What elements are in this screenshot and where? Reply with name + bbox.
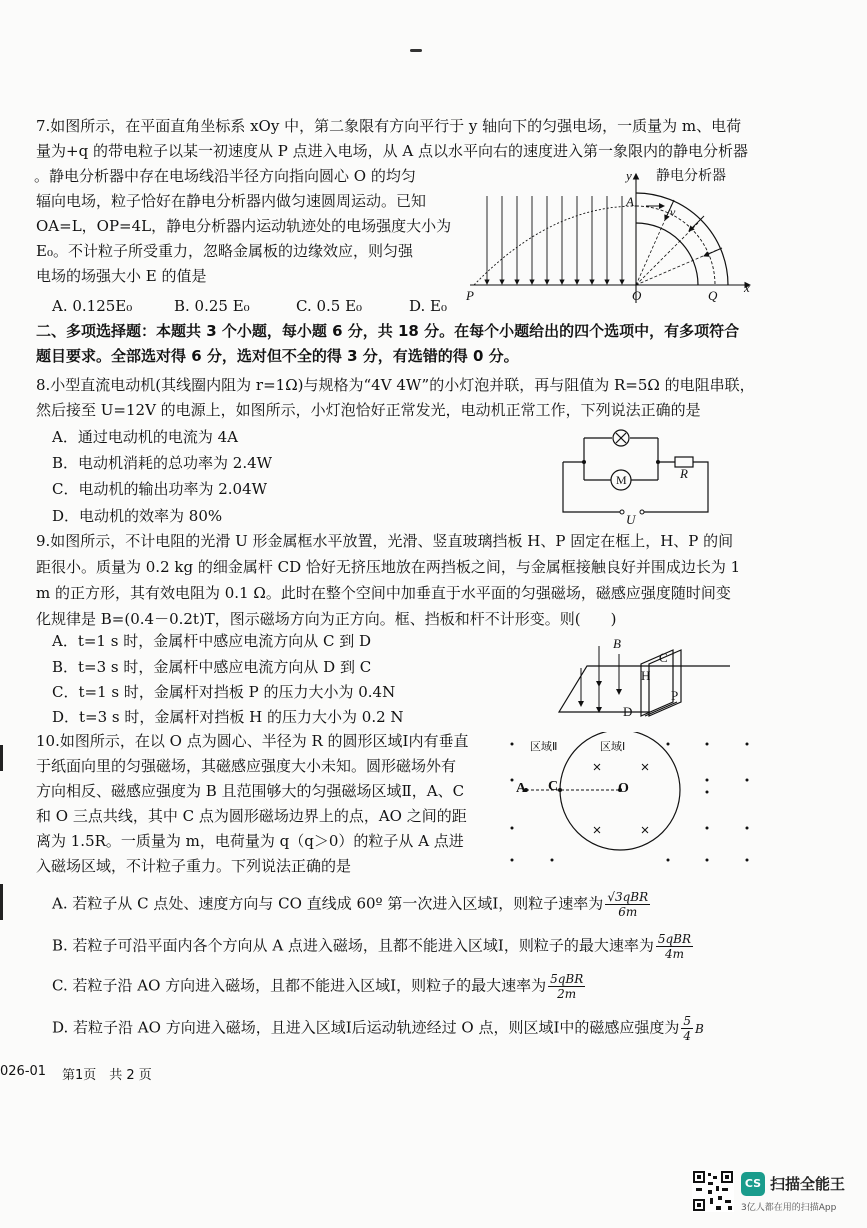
q8-line-2: 然后接至 U=12V 的电源上，如图所示，小灯泡恰好正常发光，电动机正常工作，下列说法正确的是 bbox=[36, 401, 701, 419]
q7-line-7: 电场的场强大小 E 的值是 bbox=[36, 267, 207, 285]
frac-numerator: 5 bbox=[683, 1014, 692, 1028]
q10-option-a bbox=[52, 890, 650, 919]
region1-crosses bbox=[594, 764, 648, 833]
margin-mark bbox=[0, 884, 3, 920]
point-a-label: A bbox=[516, 781, 527, 796]
field-lines bbox=[487, 196, 622, 284]
footer-code: 026-01 bbox=[0, 1064, 47, 1079]
q7-option-a: A. 0.125E₀ bbox=[52, 297, 133, 315]
frac-denominator: 4 bbox=[683, 1029, 692, 1043]
q7-line-6: E₀。不计粒子所受重力，忽略金属板的边缘效应，则匀强 bbox=[36, 242, 413, 260]
frac-denominator: 2m bbox=[557, 987, 577, 1001]
q9-option-a: A．t=1 s 时，金属杆中感应电流方向从 C 到 D bbox=[52, 632, 372, 650]
q8-option-c: C．电动机的输出功率为 2.04W bbox=[52, 480, 268, 498]
q8-option-a: A．通过电动机的电流为 4A bbox=[52, 428, 238, 446]
q10-line-6: 入磁场区域，不计粒子重力。下列说法正确的是 bbox=[36, 857, 352, 875]
frac-denominator: 6m bbox=[618, 905, 638, 919]
q10-option-d-text: D. 若粒子沿 AO 方向进入磁场，且进入区域Ⅰ后运动轨迹经过 O 点，则区域Ⅰ中的磁感应强度为 bbox=[52, 1018, 680, 1037]
q7-line-5: OA=L，OP=4L，静电分析器内运动轨迹处的电场强度大小为 bbox=[36, 217, 452, 235]
q8-option-b: B．电动机消耗的总功率为 2.4W bbox=[52, 454, 273, 472]
q9-line-2: 距很小。质量为 0.2 kg 的细金属杆 CD 恰好无挤压地放在两挡板之间，与金属框接触良好并围成边长为 1 bbox=[36, 558, 741, 576]
qr-code-icon bbox=[692, 1170, 734, 1212]
q7-line-4: 辐向电场，粒子恰好在静电分析器内做匀速圆周运动。已知 bbox=[36, 192, 427, 210]
frac-numerator: 5qBR bbox=[657, 932, 692, 946]
q10-line-1: 10.如图所示，在以 O 点为圆心、半径为 R 的圆形区域Ⅰ内有垂直 bbox=[36, 732, 469, 750]
motor-label: M bbox=[616, 473, 627, 487]
x-label: x bbox=[744, 280, 750, 295]
q10-figure bbox=[490, 732, 790, 872]
q8-circuit bbox=[560, 426, 725, 526]
q9-line-1: 9.如图所示，不计电阻的光滑 U 形金属框水平放置，光滑、竖直玻璃挡板 H、P 固定在框上，H、P 的间 bbox=[36, 532, 734, 550]
q10-line-2: 于纸面向里的匀强磁场，其磁感应强度大小未知。圆形磁场外有 bbox=[36, 757, 457, 775]
q10-line-5: 离为 1.5R。一质量为 m，电荷量为 q（q＞0）的粒子从 A 点进 bbox=[36, 832, 464, 850]
d-label: D bbox=[623, 704, 633, 719]
frac-numerator: 5qBR bbox=[550, 972, 584, 986]
q10-option-c-fraction bbox=[548, 972, 585, 1001]
q10-option-d-fraction bbox=[681, 1014, 693, 1043]
q7-line-3: 。静电分析器中存在电场线沿半径方向指向圆心 O 的均匀 bbox=[34, 167, 416, 185]
q9-option-d: D．t=3 s 时，金属杆对挡板 H 的压力大小为 0.2 N bbox=[52, 708, 404, 726]
region2-label: 区域Ⅱ bbox=[530, 741, 558, 753]
q10-option-d bbox=[52, 1014, 704, 1043]
section2-line-2: 题目要求。全部选对得 6 分，选对但不全的得 3 分，有选错的得 0 分。 bbox=[36, 347, 519, 365]
scanner-name: 扫描全能王 bbox=[770, 1175, 846, 1193]
section2-line-1: 二、多项选择题：本题共 3 个小题，每小题 6 分，共 18 分。在每个小题给出的四个选项中，有多项符合 bbox=[36, 322, 740, 340]
b-label: B bbox=[613, 636, 621, 651]
q9-option-b: B．t=3 s 时，金属杆中感应电流方向从 D 到 C bbox=[52, 658, 372, 676]
voltage-label: U bbox=[626, 512, 636, 526]
trajectory bbox=[474, 206, 636, 285]
resistor-label: R bbox=[680, 466, 688, 481]
q9-figure bbox=[555, 632, 745, 724]
q8-option-d: D．电动机的效率为 80% bbox=[52, 507, 223, 525]
q9-line-3: m 的正方形，其有效电阻为 0.1 Ω。此时在整个空间中加垂直于水平面的匀强磁场，磁感应强度随时间变 bbox=[36, 584, 731, 602]
analyzer-label: 静电分析器 bbox=[656, 169, 726, 184]
q10-line-3: 方向相反、磁感应强度为 B 且范围够大的匀强磁场区域Ⅱ，A、C bbox=[36, 782, 465, 800]
b-field-arrows bbox=[581, 646, 619, 712]
q10-option-a-fraction bbox=[605, 890, 650, 919]
q8-line-1: 8.小型直流电动机(其线圈内阻为 r=1Ω)与规格为“4V 4W”的小灯泡并联，再与阻值为 R=5Ω 的电阻串联， bbox=[36, 376, 755, 394]
q10-option-c bbox=[52, 972, 585, 1001]
region1-label: 区域Ⅰ bbox=[600, 741, 626, 753]
q10-option-c-text: C. 若粒子沿 AO 方向进入磁场，且都不能进入区域Ⅰ，则粒子的最大速率为 bbox=[52, 976, 547, 995]
margin-mark bbox=[0, 745, 3, 771]
q10-option-d-tail: B bbox=[695, 1021, 704, 1036]
origin-label: O bbox=[632, 288, 642, 303]
point-q-label: Q bbox=[708, 288, 718, 303]
y-label: y bbox=[626, 168, 632, 183]
q7-figure bbox=[460, 168, 760, 308]
v-label: v bbox=[670, 205, 676, 219]
point-a-label: A bbox=[626, 194, 634, 209]
scan-mark bbox=[410, 49, 422, 52]
q7-option-b: B. 0.25 E₀ bbox=[174, 297, 250, 315]
scanner-tagline: 3亿人都在用的扫描App bbox=[741, 1203, 837, 1213]
frac-numerator: √3qBR bbox=[607, 890, 649, 904]
q10-option-b-text: B. 若粒子可沿平面内各个方向从 A 点进入磁场，且都不能进入区域Ⅰ，则粒子的最大速率为 bbox=[52, 936, 654, 955]
q9-line-4: 化规律是 B=(0.4－0.2t)T，图示磁场方向为正方向。框、挡板和杆不计形变。则( ) bbox=[36, 610, 617, 628]
point-p-label: P bbox=[466, 288, 474, 303]
point-o-label: O bbox=[618, 781, 629, 796]
p-label: P bbox=[671, 688, 679, 703]
q7-option-c: C. 0.5 E₀ bbox=[296, 297, 363, 315]
footer-page: 第1页 共 2 页 bbox=[62, 1068, 152, 1083]
frac-denominator: 4m bbox=[664, 947, 684, 961]
q7-line-1: 7.如图所示，在平面直角坐标系 xOy 中，第二象限有方向平行于 y 轴向下的匀强电场，一质量为 m、电荷 bbox=[36, 117, 742, 135]
c-label: C bbox=[659, 650, 668, 665]
scanner-badge: CS bbox=[741, 1172, 765, 1196]
region2-dots bbox=[511, 743, 749, 862]
q7-option-d: D. E₀ bbox=[409, 297, 447, 315]
q10-option-a-text: A. 若粒子从 C 点处、速度方向与 CO 直线成 60º 第一次进入区域Ⅰ，则粒子速率为 bbox=[52, 894, 604, 913]
q10-option-b bbox=[52, 932, 693, 961]
q10-line-4: 和 O 三点共线，其中 C 点为圆形磁场边界上的点，AO 之间的距 bbox=[36, 807, 467, 825]
h-label: H bbox=[641, 668, 651, 683]
point-c-label: C bbox=[548, 779, 559, 794]
q10-option-b-fraction bbox=[656, 932, 693, 961]
q7-line-2: 量为+q 的带电粒子以某一初速度从 P 点进入电场，从 A 点以水平向右的速度进入第一象限内的静电分析器 bbox=[36, 142, 748, 160]
q9-option-c: C．t=1 s 时，金属杆对挡板 P 的压力大小为 0.4N bbox=[52, 683, 396, 701]
